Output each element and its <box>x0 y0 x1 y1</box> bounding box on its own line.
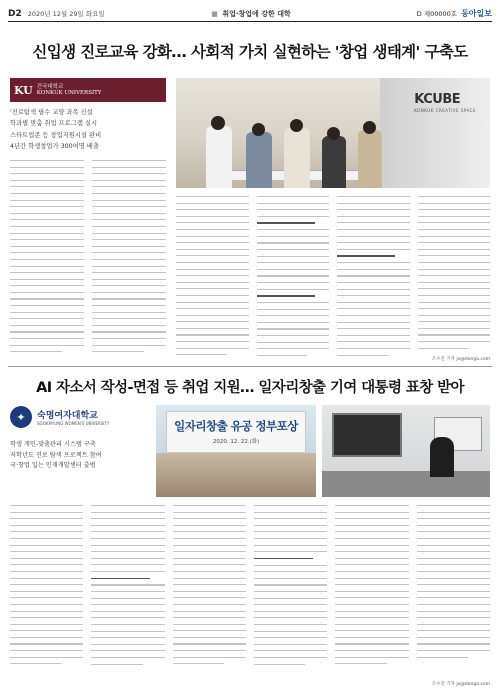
section-marker: ■ <box>211 9 218 18</box>
body-text-column <box>417 505 490 670</box>
page-label: D 제00000호 <box>416 10 458 18</box>
article2-interview-photo <box>322 405 490 497</box>
ceremony-stage <box>156 453 316 497</box>
desk <box>322 471 490 497</box>
student-head <box>211 116 225 130</box>
body-text-column <box>91 505 164 670</box>
page-header <box>8 6 492 22</box>
article2-subhead: 저학년도 진로 탐색 프로젝트 참여 <box>10 451 102 459</box>
article1-subhead: 스타트업존 등 창업지원시설 완비 <box>10 131 102 139</box>
konkuk-logo-name <box>37 84 102 97</box>
article1-byline: 조수진 기자 jo@donga.com <box>431 357 490 362</box>
issue-date: 2020년 12월 29일 화요일 <box>27 10 105 18</box>
body-text-column <box>10 505 83 670</box>
article2-subheads <box>10 440 148 472</box>
article2-byline: 조수진 기자 jo@donga.com <box>431 682 490 687</box>
article1-subheads <box>10 108 166 153</box>
student-figure <box>284 128 310 188</box>
student-figure <box>206 126 232 188</box>
ceremony-banner <box>166 411 306 453</box>
article1-subhead: 학과별 맞춤 취업 프로그램 실시 <box>10 120 98 128</box>
konkuk-sub-text: KONKUK UNIVERSITY <box>36 90 102 96</box>
body-text-column <box>337 196 410 361</box>
article1-body-left <box>10 160 166 358</box>
student-figure <box>246 132 272 188</box>
article-divider <box>8 366 492 367</box>
article1-headline: 신입생 진로교육 강화… 사회적 가치 실현하는 '창업 생태계' 구축도 <box>32 43 468 61</box>
body-text-column <box>176 196 249 361</box>
body-text-column <box>254 505 327 670</box>
kcube-sign-text: KCUBE <box>414 92 461 107</box>
banner-date: 2020. 12. 22.(화) <box>212 439 260 445</box>
sookmyung-logo-text <box>37 408 109 426</box>
sookmyung-logo <box>10 404 140 430</box>
article2-subhead: 학생 개인-맞춤관리 시스템 구축 <box>10 441 96 448</box>
student-head <box>363 121 376 134</box>
article2-headline: AI 자소서 작성-면접 등 취업 지원… 일자리창출 기여 대통령 표창 받아 <box>36 380 464 396</box>
kcube-sign-sub: KONKUK CREATIVE SPACE <box>414 108 476 113</box>
sookmyung-sub: SOOKMYUNG WOMEN'S UNIVERSITY <box>37 421 110 426</box>
section-title-text: 취업·창업에 강한 대학 <box>222 9 291 18</box>
student-figure <box>322 136 346 188</box>
student-figure <box>358 130 382 188</box>
konkuk-name-text: 건국대학교 <box>36 83 64 90</box>
student-head <box>327 127 340 140</box>
interviewer-figure <box>430 437 454 477</box>
monitor-screen <box>332 413 402 457</box>
konkuk-logo <box>10 78 166 102</box>
body-text-column <box>418 196 491 361</box>
konkuk-logo-mark: KU <box>14 83 33 97</box>
sookmyung-emblem-icon: ✦ <box>10 406 32 428</box>
article2-body <box>10 505 490 670</box>
newspaper-name: 동아일보 <box>461 9 492 18</box>
student-head <box>252 123 265 136</box>
article2-ceremony-photo <box>156 405 316 497</box>
body-text-column <box>335 505 408 670</box>
masthead-right <box>417 8 492 19</box>
body-text-column <box>92 160 166 358</box>
sookmyung-name: 숙명여자대학교 <box>37 411 98 421</box>
page-number: D2 <box>8 8 22 19</box>
kcube-sign <box>414 92 476 113</box>
body-text-column <box>173 505 246 670</box>
student-head <box>290 119 303 132</box>
article1-subhead: '진로탐색 필수 교양 과목 신설 <box>10 109 93 116</box>
article1-body-right <box>176 196 490 361</box>
article1-photo <box>176 78 490 188</box>
body-text-column <box>257 196 330 361</box>
article1-subhead: 4년간 학생창업가 300여명 배출 <box>10 143 99 151</box>
section-title <box>209 9 290 19</box>
body-text-column <box>10 160 84 358</box>
banner-title: 일자리창출 유공 정부포상 <box>174 419 298 433</box>
article2-subhead: 국·창업 입는 인재개발센터 출범 <box>10 462 96 470</box>
